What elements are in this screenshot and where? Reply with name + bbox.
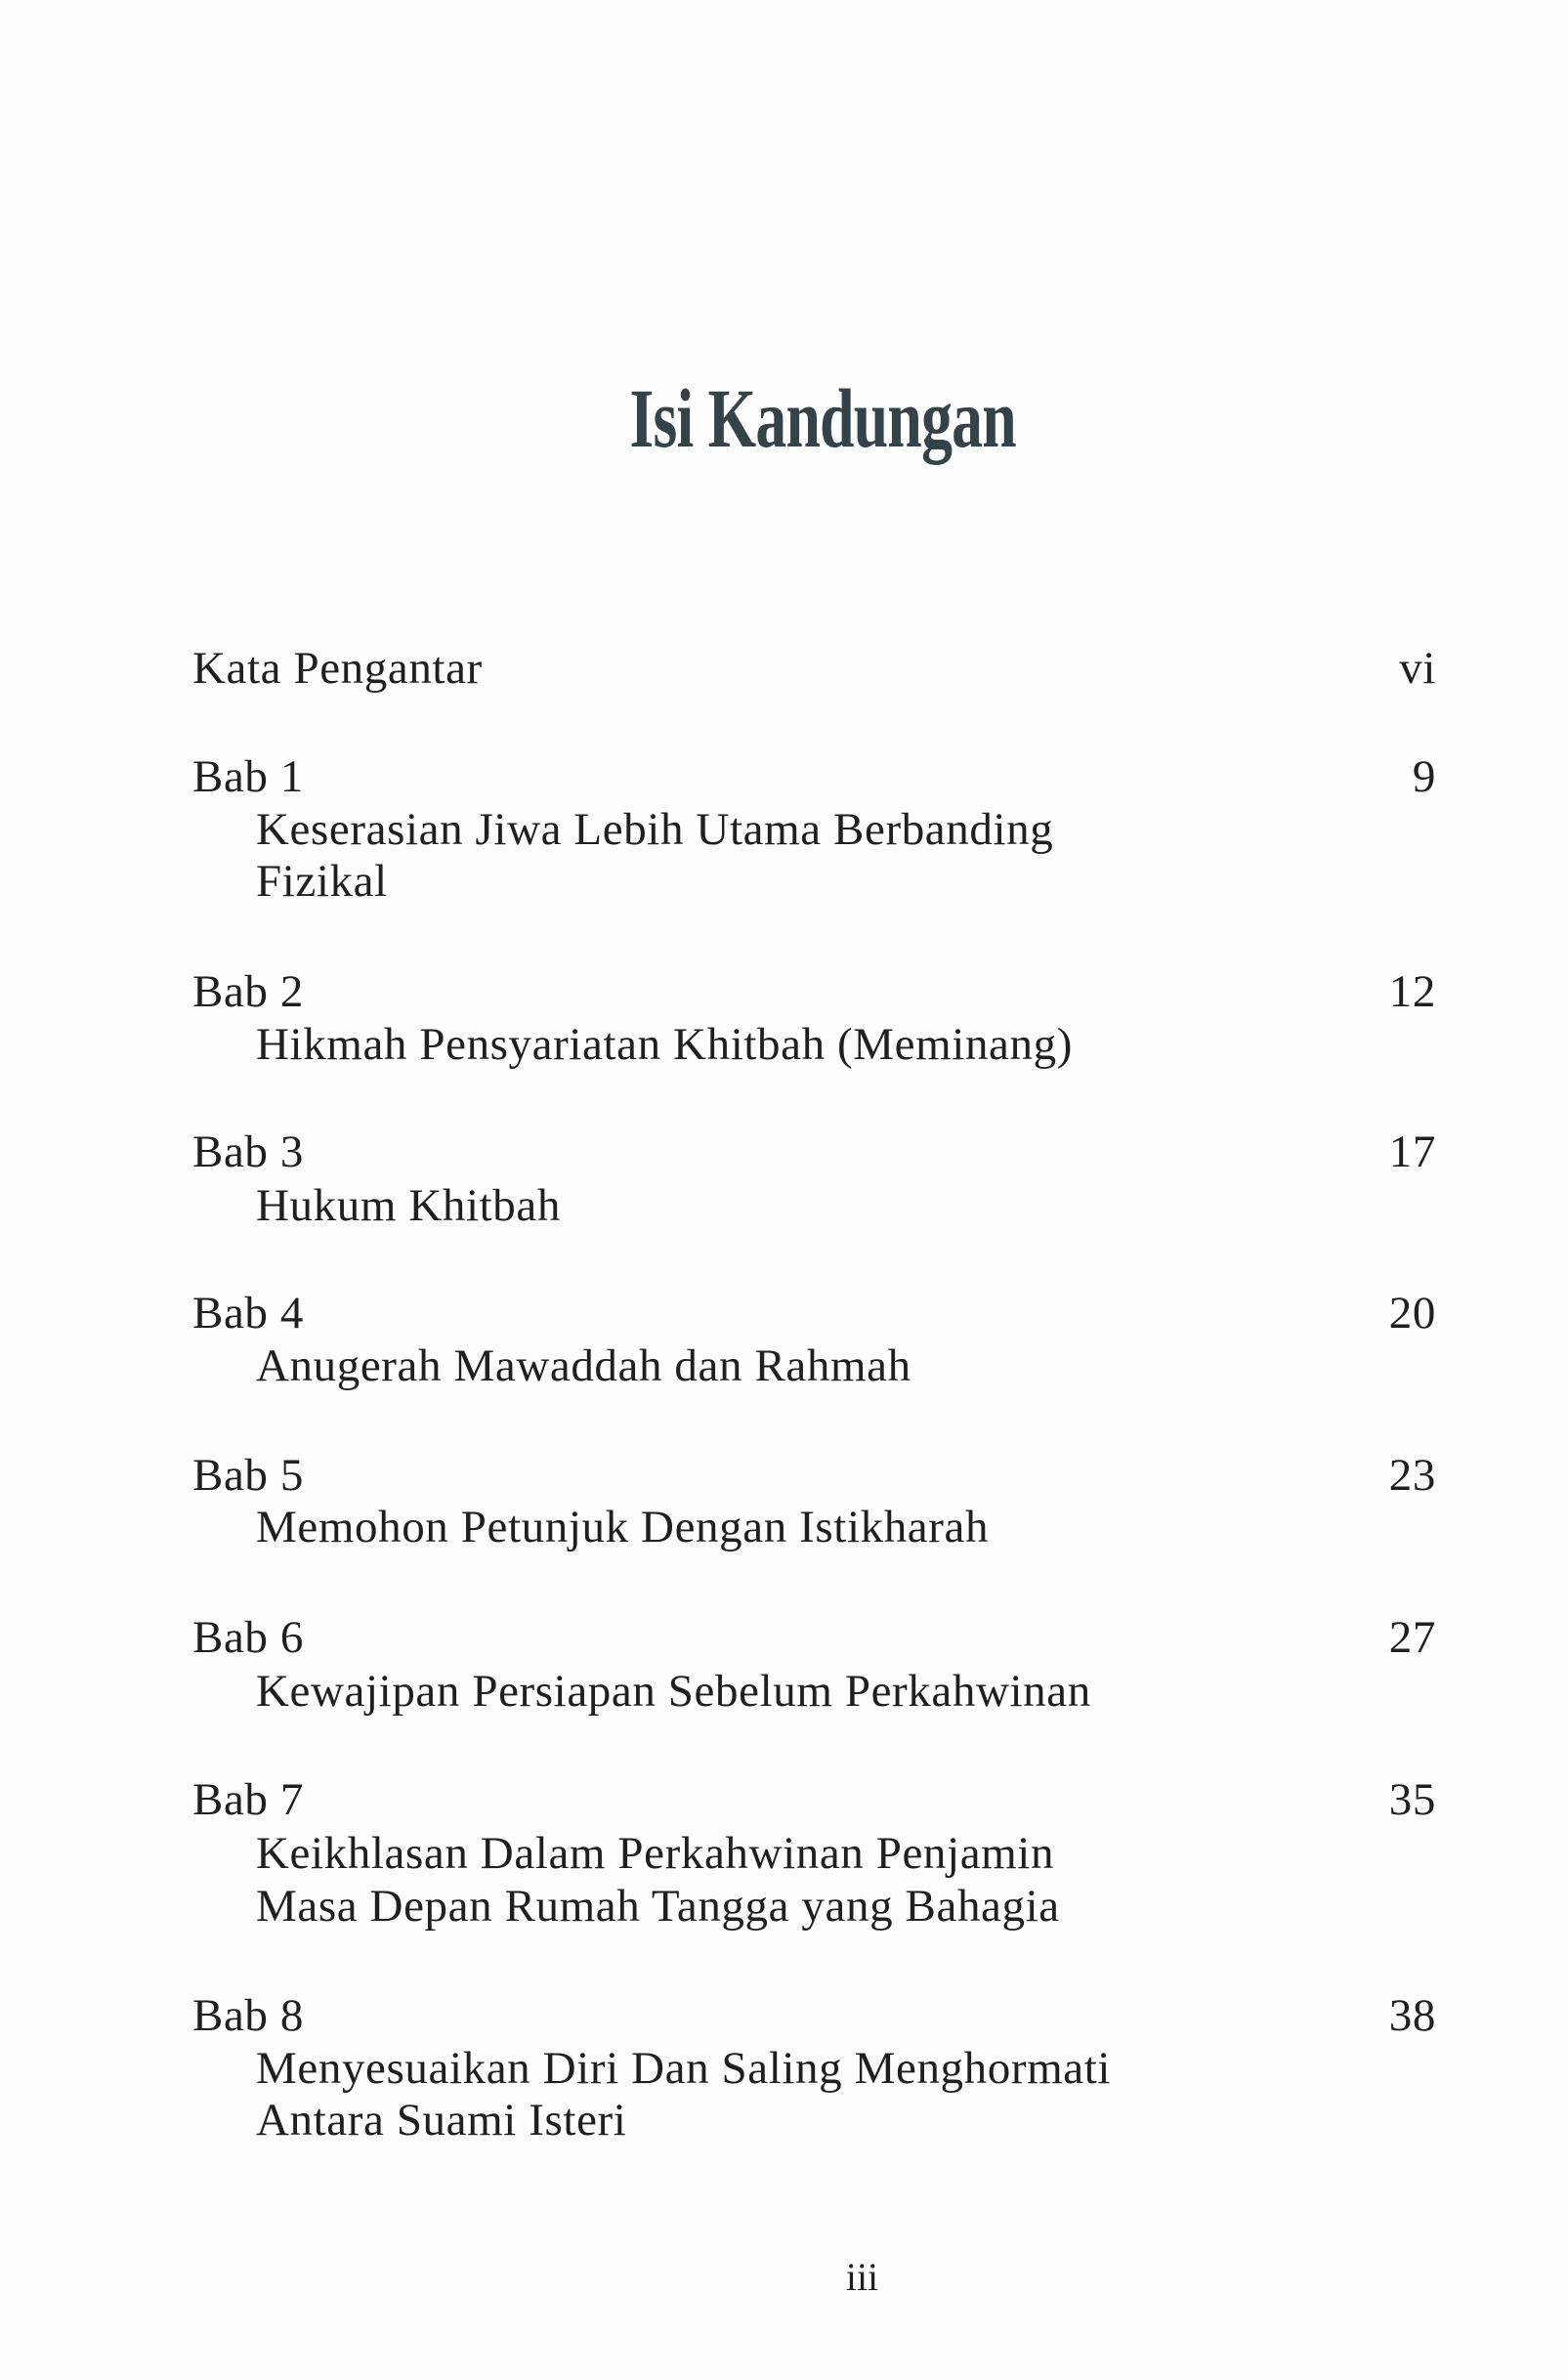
page-title-text: Isi Kandungan	[629, 371, 1017, 465]
toc-chapter-title: Anugerah Mawaddah dan Rahmah	[256, 1340, 911, 1391]
toc-page-number: 17	[1388, 1126, 1436, 1177]
toc-chapter-label: Bab 1	[192, 751, 304, 802]
toc-chapter-label: Bab 8	[192, 1990, 304, 2041]
toc-chapter-title: Keikhlasan Dalam Perkahwinan Penjamin	[256, 1828, 1055, 1879]
page-number-folio: iii	[845, 2255, 879, 2299]
toc-chapter-title: Menyesuaikan Diri Dan Saling Menghormati	[256, 2043, 1112, 2094]
toc-chapter-title: Antara Suami Isteri	[256, 2095, 627, 2146]
page-title	[0, 369, 1568, 467]
toc-chapter-title: Kewajipan Persiapan Sebelum Perkahwinan	[256, 1666, 1091, 1717]
toc-page-number: 9	[1412, 751, 1436, 802]
toc-chapter-label: Bab 2	[192, 966, 304, 1017]
toc-chapter-title: Hukum Khitbah	[256, 1180, 561, 1231]
toc-page-number: 27	[1388, 1612, 1436, 1663]
toc-chapter-label: Bab 3	[192, 1126, 304, 1177]
toc-chapter-label: Bab 6	[192, 1612, 304, 1663]
toc-page-number: 12	[1388, 966, 1436, 1017]
toc-chapter-title: Masa Depan Rumah Tangga yang Bahagia	[256, 1881, 1060, 1932]
toc-page-number: 23	[1388, 1450, 1436, 1501]
toc-page-number: vi	[1399, 643, 1436, 694]
toc-page-number: 20	[1388, 1288, 1436, 1339]
toc-entry-label: Kata Pengantar	[192, 643, 483, 694]
toc-page-number: 38	[1388, 1990, 1436, 2041]
toc-chapter-title: Memohon Petunjuk Dengan Istikharah	[256, 1502, 990, 1552]
toc-chapter-title: Hikmah Pensyariatan Khitbah (Meminang)	[256, 1019, 1073, 1070]
toc-chapter-label: Bab 4	[192, 1288, 304, 1339]
toc-chapter-title: Keserasian Jiwa Lebih Utama Berbanding	[256, 804, 1054, 855]
toc-page-number: 35	[1388, 1774, 1436, 1825]
toc-chapter-title: Fizikal	[256, 856, 388, 907]
toc-chapter-label: Bab 5	[192, 1450, 304, 1501]
toc-chapter-label: Bab 7	[192, 1774, 304, 1825]
